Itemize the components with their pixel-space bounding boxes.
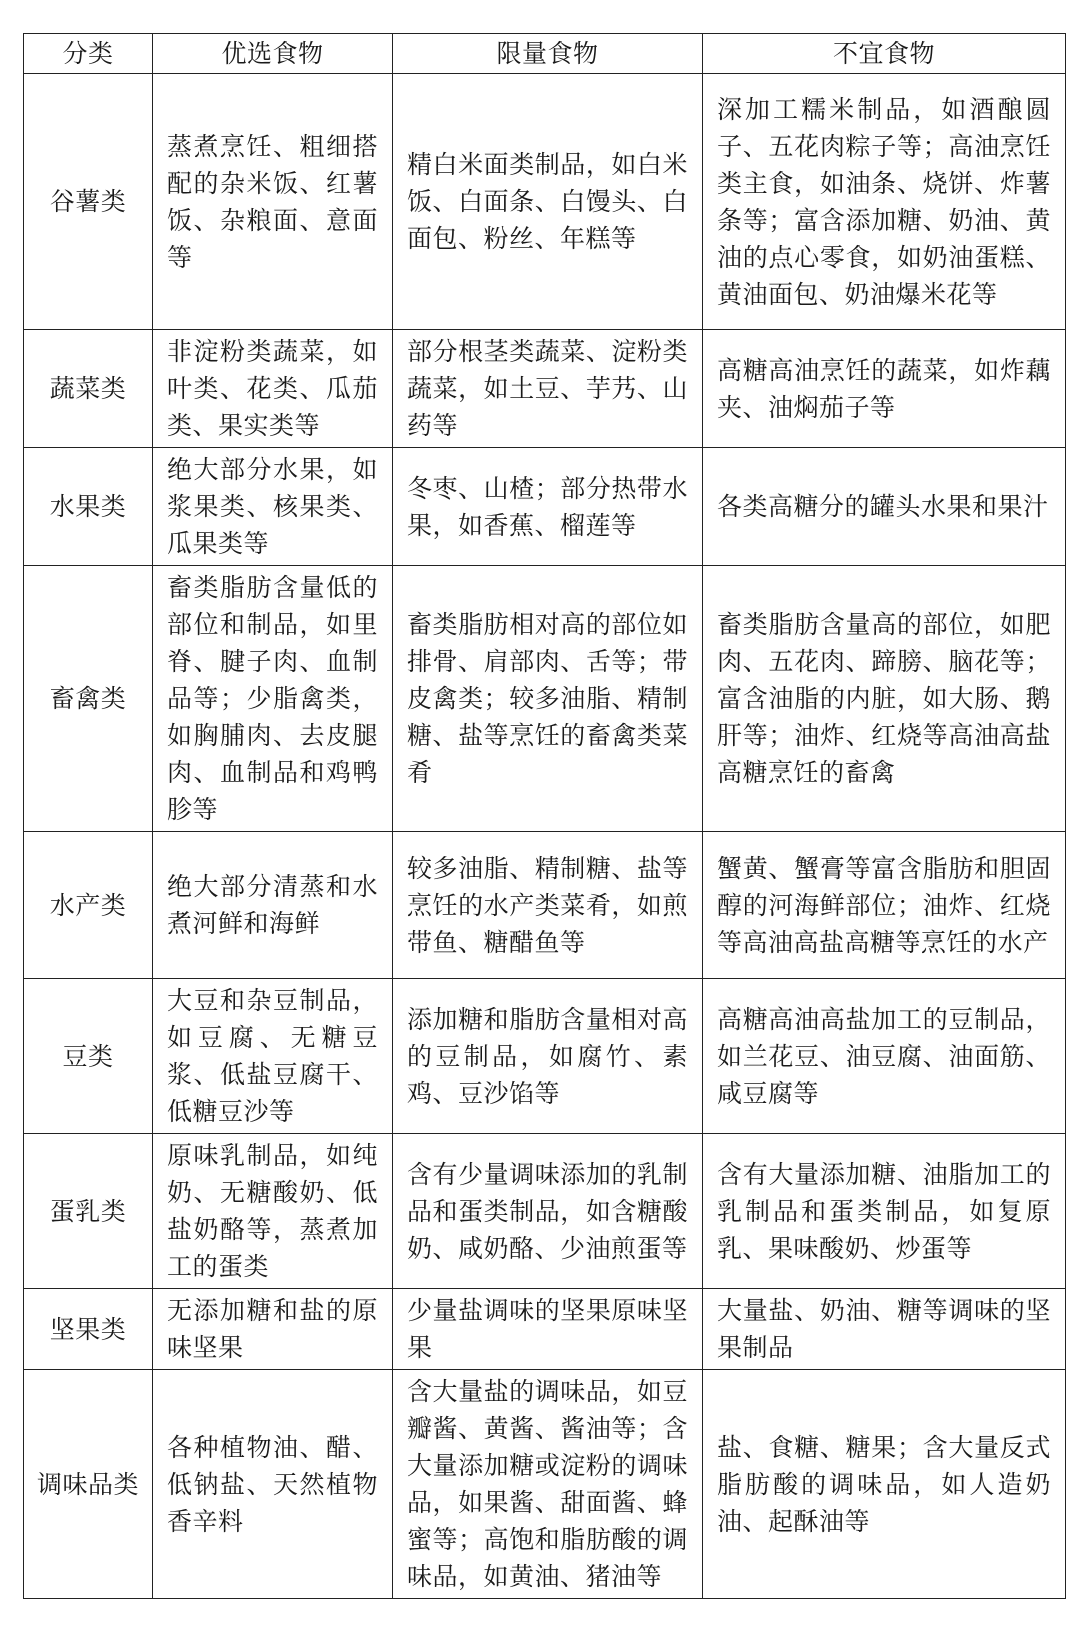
table-row — [24, 1134, 1066, 1289]
category-cell: 坚果类 — [24, 1289, 153, 1370]
avoid-cell: 蟹黄、蟹膏等富含脂肪和胆固醇的河海鲜部位；油炸、红烧等高油高盐高糖等烹饪的水产 — [703, 832, 1066, 979]
preferred-cell: 各种植物油、醋、低钠盐、天然植物香辛料 — [153, 1370, 393, 1599]
header-preferred-foods: 优选食物 — [153, 34, 393, 74]
table-row — [24, 448, 1066, 566]
avoid-cell: 盐、食糖、糖果；含大量反式脂肪酸的调味品，如人造奶油、起酥油等 — [703, 1370, 1066, 1599]
avoid-cell: 深加工糯米制品，如酒酿圆子、五花肉粽子等；高油烹饪类主食，如油条、烧饼、炸薯条等；富含添加糖、奶油、黄油的点心零食，如奶油蛋糕、黄油面包、奶油爆米花等 — [703, 74, 1066, 330]
limited-cell: 冬枣、山楂；部分热带水果，如香蕉、榴莲等 — [393, 448, 703, 566]
limited-cell: 畜类脂肪相对高的部位如排骨、肩部肉、舌等；带皮禽类；较多油脂、精制糖、盐等烹饪的畜禽类菜肴 — [393, 566, 703, 832]
limited-cell: 部分根茎类蔬菜、淀粉类蔬菜，如土豆、芋艿、山药等 — [393, 330, 703, 448]
limited-cell: 含大量盐的调味品，如豆瓣酱、黄酱、酱油等；含大量添加糖或淀粉的调味品，如果酱、甜面酱、蜂蜜等；高饱和脂肪酸的调味品，如黄油、猪油等 — [393, 1370, 703, 1599]
avoid-cell: 畜类脂肪含量高的部位，如肥肉、五花肉、蹄膀、脑花等；富含油脂的内脏，如大肠、鹅肝等；油炸、红烧等高油高盐高糖烹饪的畜禽 — [703, 566, 1066, 832]
avoid-cell: 大量盐、奶油、糖等调味的坚果制品 — [703, 1289, 1066, 1370]
header-limited-foods: 限量食物 — [393, 34, 703, 74]
category-cell: 蛋乳类 — [24, 1134, 153, 1289]
limited-cell: 较多油脂、精制糖、盐等烹饪的水产类菜肴，如煎带鱼、糖醋鱼等 — [393, 832, 703, 979]
table-row — [24, 74, 1066, 330]
table-row — [24, 979, 1066, 1134]
table-row — [24, 330, 1066, 448]
category-cell: 豆类 — [24, 979, 153, 1134]
category-cell: 谷薯类 — [24, 74, 153, 330]
table-header-row — [24, 34, 1066, 74]
preferred-cell: 绝大部分清蒸和水煮河鲜和海鲜 — [153, 832, 393, 979]
preferred-cell: 非淀粉类蔬菜，如叶类、花类、瓜茄类、果实类等 — [153, 330, 393, 448]
preferred-cell: 畜类脂肪含量低的部位和制品，如里脊、腱子肉、血制品等；少脂禽类，如胸脯肉、去皮腿肉、血制品和鸡鸭胗等 — [153, 566, 393, 832]
preferred-cell: 绝大部分水果，如浆果类、核果类、瓜果类等 — [153, 448, 393, 566]
food-classification-table — [23, 33, 1066, 1599]
table-row — [24, 566, 1066, 832]
category-cell: 畜禽类 — [24, 566, 153, 832]
table-row — [24, 832, 1066, 979]
category-cell: 蔬菜类 — [24, 330, 153, 448]
preferred-cell: 原味乳制品，如纯奶、无糖酸奶、低盐奶酪等，蒸煮加工的蛋类 — [153, 1134, 393, 1289]
avoid-cell: 高糖高油高盐加工的豆制品，如兰花豆、油豆腐、油面筋、咸豆腐等 — [703, 979, 1066, 1134]
limited-cell: 少量盐调味的坚果原味坚果 — [393, 1289, 703, 1370]
header-category: 分类 — [24, 34, 153, 74]
category-cell: 调味品类 — [24, 1370, 153, 1599]
category-cell: 水果类 — [24, 448, 153, 566]
table-row — [24, 1289, 1066, 1370]
avoid-cell: 各类高糖分的罐头水果和果汁 — [703, 448, 1066, 566]
limited-cell: 添加糖和脂肪含量相对高的豆制品，如腐竹、素鸡、豆沙馅等 — [393, 979, 703, 1134]
category-cell: 水产类 — [24, 832, 153, 979]
preferred-cell: 无添加糖和盐的原味坚果 — [153, 1289, 393, 1370]
table-row — [24, 1370, 1066, 1599]
header-avoid-foods: 不宜食物 — [703, 34, 1066, 74]
preferred-cell: 蒸煮烹饪、粗细搭配的杂米饭、红薯饭、杂粮面、意面等 — [153, 74, 393, 330]
preferred-cell: 大豆和杂豆制品，如豆腐、无糖豆浆、低盐豆腐干、低糖豆沙等 — [153, 979, 393, 1134]
limited-cell: 含有少量调味添加的乳制品和蛋类制品，如含糖酸奶、咸奶酪、少油煎蛋等 — [393, 1134, 703, 1289]
limited-cell: 精白米面类制品，如白米饭、白面条、白馒头、白面包、粉丝、年糕等 — [393, 74, 703, 330]
avoid-cell: 高糖高油烹饪的蔬菜，如炸藕夹、油焖茄子等 — [703, 330, 1066, 448]
avoid-cell: 含有大量添加糖、油脂加工的乳制品和蛋类制品，如复原乳、果味酸奶、炒蛋等 — [703, 1134, 1066, 1289]
